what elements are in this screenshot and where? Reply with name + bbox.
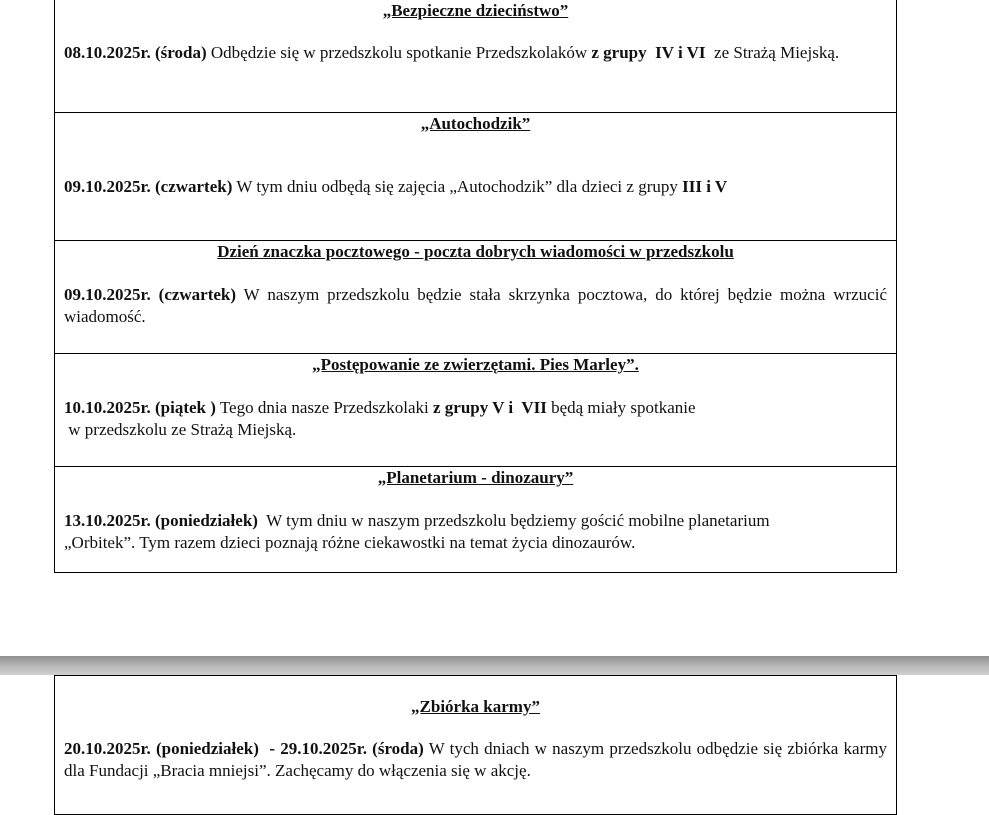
page-separator xyxy=(0,656,989,675)
event-groups: z grupy V i VII xyxy=(432,398,547,417)
event-title: „Postępowanie ze zwierzętami. Pies Marley”. xyxy=(312,355,639,374)
event-text: W tym dniu w naszym przedszkolu będziemy gościć mobilne planetarium xyxy=(257,511,770,530)
event-date: 13.10.2025r. (poniedziałek) xyxy=(64,511,258,530)
event-title: „Zbiórka karmy” xyxy=(411,697,540,716)
event-text-line-2: w przedszkolu ze Strażą Miejską. xyxy=(64,420,297,439)
event-planetarium-dinozaury xyxy=(54,467,897,573)
event-text: będą miały spotkanie xyxy=(546,398,696,417)
event-date: 08.10.2025r. (środa) xyxy=(64,43,207,62)
event-description xyxy=(64,738,887,782)
event-groups: III i V xyxy=(682,177,728,196)
event-bezpieczne-dziecinstwo xyxy=(54,0,897,113)
event-groups: z grupy IV i VI xyxy=(591,43,706,62)
event-zbiorka-karmy xyxy=(54,675,897,815)
event-description xyxy=(64,176,887,198)
event-date: 09.10.2025r. (czwartek) xyxy=(64,285,237,304)
event-text: W tych dniach w naszym przedszkolu odbędzie się zbiórka karmy dla Fundacji „Bracia mniejsi”. Zachęcamy do włączenia się w akcję. xyxy=(64,739,887,780)
event-text-line-2: „Orbitek”. Tym razem dzieci poznają różne ciekawostki na temat życia dinozaurów. xyxy=(64,533,636,552)
event-description xyxy=(64,42,887,64)
document-page-2 xyxy=(0,675,989,796)
event-title: „Autochodzik” xyxy=(420,114,531,133)
event-description xyxy=(64,284,887,328)
event-dzien-znaczka-pocztowego xyxy=(54,241,897,354)
event-date: 10.10.2025r. (piątek ) xyxy=(64,398,216,417)
event-text: W naszym przedszkolu będzie stała skrzynka pocztowa, do której będzie można wrzucić wiadomość. xyxy=(64,285,887,326)
event-title: „Bezpieczne dzieciństwo” xyxy=(382,1,569,20)
event-title: „Planetarium - dinozaury” xyxy=(377,468,574,487)
event-title: Dzień znaczka pocztowego - poczta dobrych wiadomości w przedszkolu xyxy=(217,242,734,261)
event-text: Odbędzie się w przedszkolu spotkanie Przedszkolaków xyxy=(206,43,592,62)
event-description xyxy=(64,510,887,554)
event-pies-marley xyxy=(54,354,897,467)
event-text: W tym dniu odbędą się zajęcia „Autochodzik” dla dzieci z grupy xyxy=(232,177,683,196)
event-text: Tego dnia nasze Przedszkolaki xyxy=(215,398,433,417)
event-date: 09.10.2025r. (czwartek) xyxy=(64,177,233,196)
event-description xyxy=(64,397,887,441)
event-autochodzik xyxy=(54,113,897,241)
event-text: ze Strażą Miejską. xyxy=(705,43,840,62)
event-date: 20.10.2025r. (poniedziałek) - 29.10.2025r. (środa) xyxy=(64,739,424,758)
